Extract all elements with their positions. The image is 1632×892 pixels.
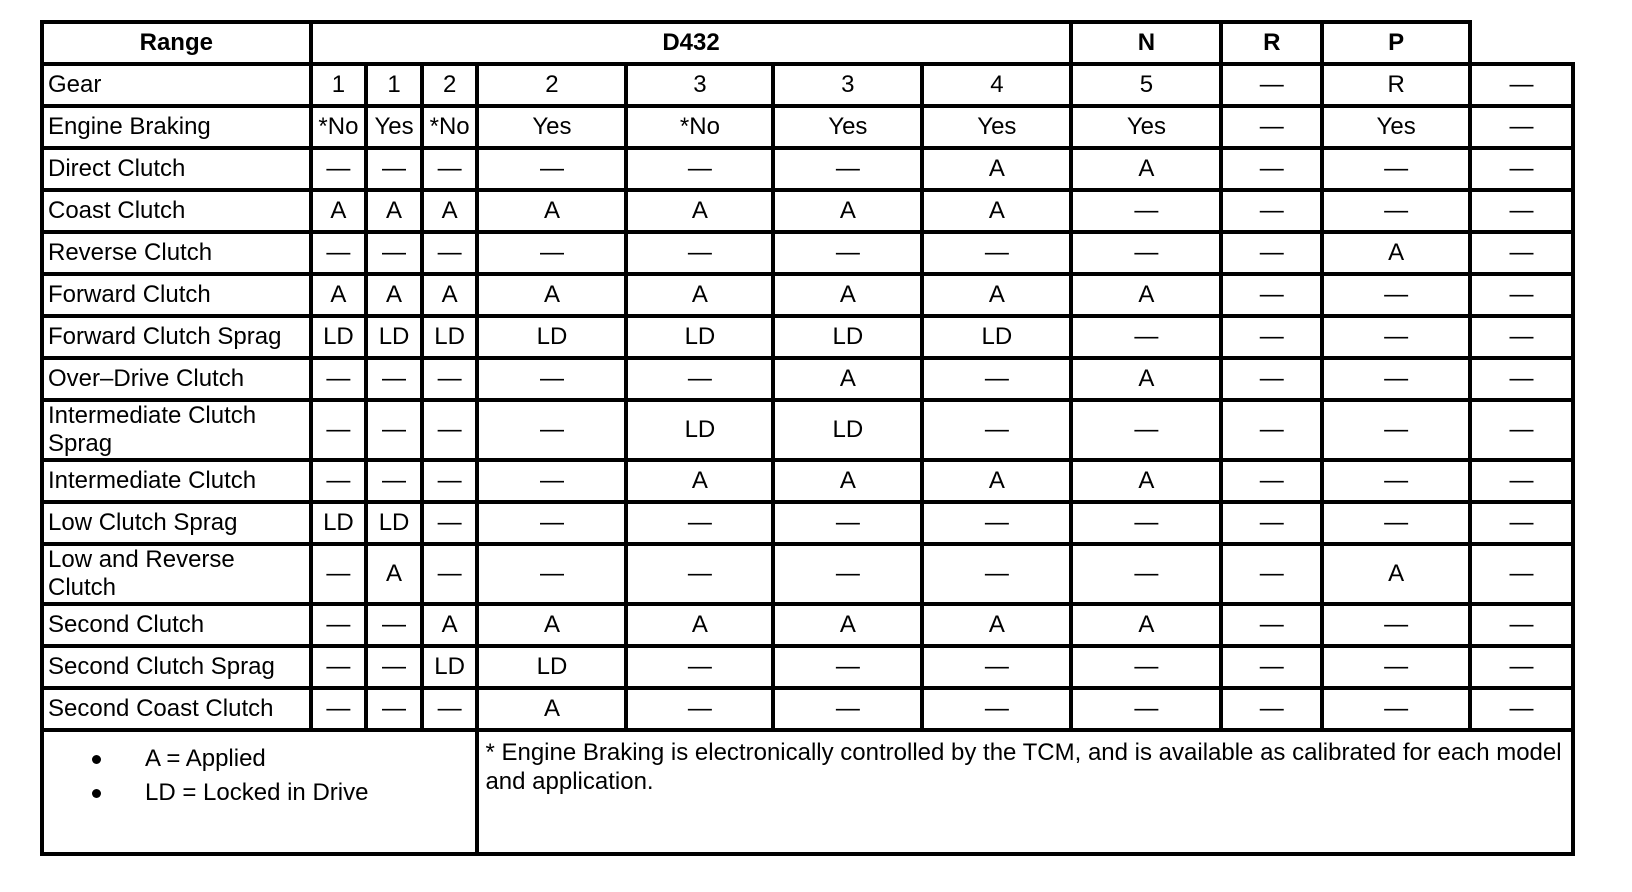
table-cell: —	[422, 460, 478, 502]
table-row	[42, 190, 1573, 232]
table-cell: —	[1322, 460, 1470, 502]
table-cell: A	[422, 274, 478, 316]
table-cell: A	[626, 190, 773, 232]
table-cell: —	[1221, 460, 1322, 502]
table-cell: Yes	[366, 106, 422, 148]
table-cell: A	[1071, 148, 1221, 190]
table-cell: —	[1221, 274, 1322, 316]
table-cell: —	[1221, 646, 1322, 688]
n-header: N	[1071, 22, 1221, 64]
table-cell: —	[311, 688, 367, 730]
table-cell: —	[422, 148, 478, 190]
footer-row	[42, 730, 1573, 854]
table-cell: LD	[477, 646, 626, 688]
table-cell: LD	[422, 646, 478, 688]
table-cell: A	[477, 190, 626, 232]
legend-item-applied	[92, 742, 475, 776]
table-cell: —	[626, 544, 773, 604]
table-cell: LD	[422, 316, 478, 358]
table-cell: —	[1470, 106, 1573, 148]
table-cell: LD	[366, 316, 422, 358]
table-cell: —	[366, 646, 422, 688]
table-cell: —	[1221, 148, 1322, 190]
row-label: Second Clutch Sprag	[42, 646, 311, 688]
d432-header: D432	[311, 22, 1072, 64]
table-cell: —	[477, 460, 626, 502]
table-cell: —	[1322, 646, 1470, 688]
table-cell: —	[1221, 64, 1322, 106]
table-cell: A	[922, 274, 1071, 316]
table-cell: A	[477, 604, 626, 646]
table-cell: —	[422, 502, 478, 544]
table-cell: —	[1221, 232, 1322, 274]
table-cell: A	[366, 544, 422, 604]
table-cell: —	[422, 544, 478, 604]
table-cell: A	[311, 190, 367, 232]
table-cell: 5	[1071, 64, 1221, 106]
table-cell: —	[1221, 190, 1322, 232]
table-row	[42, 604, 1573, 646]
table-cell: —	[1470, 400, 1573, 460]
table-cell: LD	[773, 400, 922, 460]
table-cell: 2	[477, 64, 626, 106]
table-cell: —	[922, 646, 1071, 688]
table-cell: —	[422, 688, 478, 730]
table-cell: —	[1470, 274, 1573, 316]
r-header: R	[1221, 22, 1322, 64]
table-cell: LD	[311, 502, 367, 544]
table-cell: —	[922, 358, 1071, 400]
clutch-table	[40, 20, 1575, 856]
table-cell: A	[477, 274, 626, 316]
table-cell: —	[773, 232, 922, 274]
table-cell: Yes	[773, 106, 922, 148]
table-row	[42, 400, 1573, 460]
clutch-application-chart	[40, 20, 1575, 856]
table-row	[42, 460, 1573, 502]
table-row	[42, 148, 1573, 190]
bullet-icon	[92, 789, 101, 798]
row-label: Low Clutch Sprag	[42, 502, 311, 544]
table-cell: —	[1470, 502, 1573, 544]
table-cell: —	[773, 502, 922, 544]
table-cell: A	[1071, 274, 1221, 316]
row-label: Forward Clutch Sprag	[42, 316, 311, 358]
table-cell: —	[311, 544, 367, 604]
table-cell: —	[922, 232, 1071, 274]
table-cell: A	[1071, 604, 1221, 646]
table-cell: —	[1322, 274, 1470, 316]
range-header: Range	[42, 22, 311, 64]
legend-text: A = Applied	[145, 745, 266, 772]
table-row	[42, 64, 1573, 106]
table-cell: —	[366, 232, 422, 274]
table-cell: LD	[311, 316, 367, 358]
table-cell: —	[1071, 646, 1221, 688]
table-cell: —	[366, 604, 422, 646]
table-cell: Yes	[1322, 106, 1470, 148]
table-cell: —	[773, 544, 922, 604]
table-cell: A	[922, 460, 1071, 502]
table-cell: —	[1221, 604, 1322, 646]
row-label: Low and Reverse Clutch	[42, 544, 311, 604]
table-cell: —	[1470, 358, 1573, 400]
table-cell: —	[1470, 544, 1573, 604]
table-cell: —	[1470, 316, 1573, 358]
table-cell: —	[1221, 544, 1322, 604]
table-cell: —	[1322, 358, 1470, 400]
table-cell: —	[1470, 64, 1573, 106]
table-cell: —	[477, 358, 626, 400]
table-cell: A	[626, 274, 773, 316]
table-cell: A	[366, 190, 422, 232]
table-cell: 3	[773, 64, 922, 106]
table-cell: —	[1322, 502, 1470, 544]
table-cell: A	[922, 148, 1071, 190]
p-header: P	[1322, 22, 1470, 64]
table-cell: —	[1071, 544, 1221, 604]
table-cell: —	[422, 400, 478, 460]
header-row	[42, 22, 1573, 64]
table-cell: —	[922, 544, 1071, 604]
table-cell: LD	[626, 316, 773, 358]
table-cell: —	[1071, 316, 1221, 358]
table-cell: —	[1322, 604, 1470, 646]
table-cell: —	[1221, 106, 1322, 148]
table-row	[42, 274, 1573, 316]
row-label: Second Coast Clutch	[42, 688, 311, 730]
footnote: * Engine Braking is electronically controlled by the TCM, and is available as calibrated for each model and application.	[477, 730, 1573, 854]
table-cell: 1	[311, 64, 367, 106]
table-cell: —	[366, 688, 422, 730]
table-cell: —	[311, 358, 367, 400]
table-cell: —	[477, 502, 626, 544]
table-cell: 3	[626, 64, 773, 106]
table-cell: *No	[626, 106, 773, 148]
row-label: Over–Drive Clutch	[42, 358, 311, 400]
table-cell: —	[1322, 148, 1470, 190]
table-cell: LD	[366, 502, 422, 544]
table-cell: —	[311, 232, 367, 274]
table-cell: A	[477, 688, 626, 730]
table-cell: —	[1071, 232, 1221, 274]
table-cell: —	[477, 148, 626, 190]
table-row	[42, 688, 1573, 730]
table-cell: —	[1071, 190, 1221, 232]
table-cell: —	[422, 232, 478, 274]
table-cell: A	[922, 190, 1071, 232]
table-row	[42, 544, 1573, 604]
legend	[42, 730, 477, 854]
table-cell: A	[422, 190, 478, 232]
table-cell: —	[366, 358, 422, 400]
table-cell: A	[773, 604, 922, 646]
table-cell: —	[311, 400, 367, 460]
table-cell: —	[1322, 688, 1470, 730]
table-cell: —	[922, 502, 1071, 544]
row-label: Reverse Clutch	[42, 232, 311, 274]
table-cell: —	[626, 688, 773, 730]
table-cell: —	[366, 148, 422, 190]
table-cell: —	[1322, 190, 1470, 232]
table-cell: A	[311, 274, 367, 316]
table-cell: A	[626, 604, 773, 646]
table-cell: Yes	[1071, 106, 1221, 148]
table-cell: Yes	[477, 106, 626, 148]
table-cell: —	[1221, 502, 1322, 544]
table-cell: —	[626, 232, 773, 274]
row-label: Forward Clutch	[42, 274, 311, 316]
table-cell: A	[773, 190, 922, 232]
legend-text: LD = Locked in Drive	[145, 779, 369, 806]
legend-item-locked	[92, 776, 475, 810]
row-label: Coast Clutch	[42, 190, 311, 232]
table-cell: —	[626, 646, 773, 688]
table-row	[42, 106, 1573, 148]
table-cell: —	[1470, 604, 1573, 646]
table-cell: —	[1470, 232, 1573, 274]
table-cell: R	[1322, 64, 1470, 106]
table-cell: —	[1470, 460, 1573, 502]
table-cell: —	[1071, 400, 1221, 460]
table-cell: —	[311, 646, 367, 688]
table-cell: A	[773, 358, 922, 400]
table-cell: A	[773, 274, 922, 316]
table-row	[42, 316, 1573, 358]
table-cell: —	[1470, 688, 1573, 730]
table-cell: 1	[366, 64, 422, 106]
table-cell: —	[1221, 316, 1322, 358]
row-label: Intermediate Clutch Sprag	[42, 400, 311, 460]
table-cell: —	[366, 400, 422, 460]
table-cell: —	[626, 358, 773, 400]
table-cell: —	[311, 148, 367, 190]
row-label: Intermediate Clutch	[42, 460, 311, 502]
table-cell: *No	[311, 106, 367, 148]
table-cell: A	[422, 604, 478, 646]
table-cell: Yes	[922, 106, 1071, 148]
row-label: Engine Braking	[42, 106, 311, 148]
table-cell: —	[1470, 190, 1573, 232]
table-cell: —	[1221, 400, 1322, 460]
table-cell: —	[773, 646, 922, 688]
table-cell: —	[311, 604, 367, 646]
table-cell: 4	[922, 64, 1071, 106]
table-cell: —	[1322, 400, 1470, 460]
table-row	[42, 646, 1573, 688]
table-cell: —	[1322, 316, 1470, 358]
bullet-icon	[92, 755, 101, 764]
table-cell: —	[922, 688, 1071, 730]
table-cell: A	[922, 604, 1071, 646]
table-cell: —	[626, 148, 773, 190]
table-cell: A	[626, 460, 773, 502]
row-label: Direct Clutch	[42, 148, 311, 190]
table-cell: LD	[626, 400, 773, 460]
table-cell: —	[773, 148, 922, 190]
table-cell: *No	[422, 106, 478, 148]
row-label: Gear	[42, 64, 311, 106]
table-cell: —	[626, 502, 773, 544]
table-row	[42, 358, 1573, 400]
table-cell: —	[1071, 502, 1221, 544]
table-cell: A	[366, 274, 422, 316]
table-cell: LD	[922, 316, 1071, 358]
table-cell: A	[1322, 232, 1470, 274]
table-cell: —	[366, 460, 422, 502]
table-cell: —	[311, 460, 367, 502]
table-cell: A	[773, 460, 922, 502]
table-row	[42, 232, 1573, 274]
table-cell: 2	[422, 64, 478, 106]
table-cell: A	[1071, 460, 1221, 502]
table-cell: —	[1470, 646, 1573, 688]
table-cell: —	[922, 400, 1071, 460]
table-cell: A	[1322, 544, 1470, 604]
table-cell: —	[1221, 688, 1322, 730]
table-cell: —	[477, 232, 626, 274]
table-cell: —	[422, 358, 478, 400]
table-cell: LD	[773, 316, 922, 358]
table-cell: —	[477, 400, 626, 460]
table-cell: —	[1470, 148, 1573, 190]
row-label: Second Clutch	[42, 604, 311, 646]
table-cell: —	[773, 688, 922, 730]
table-cell: A	[1071, 358, 1221, 400]
table-cell: LD	[477, 316, 626, 358]
table-row	[42, 502, 1573, 544]
table-cell: —	[1221, 358, 1322, 400]
table-cell: —	[1071, 688, 1221, 730]
table-cell: —	[477, 544, 626, 604]
